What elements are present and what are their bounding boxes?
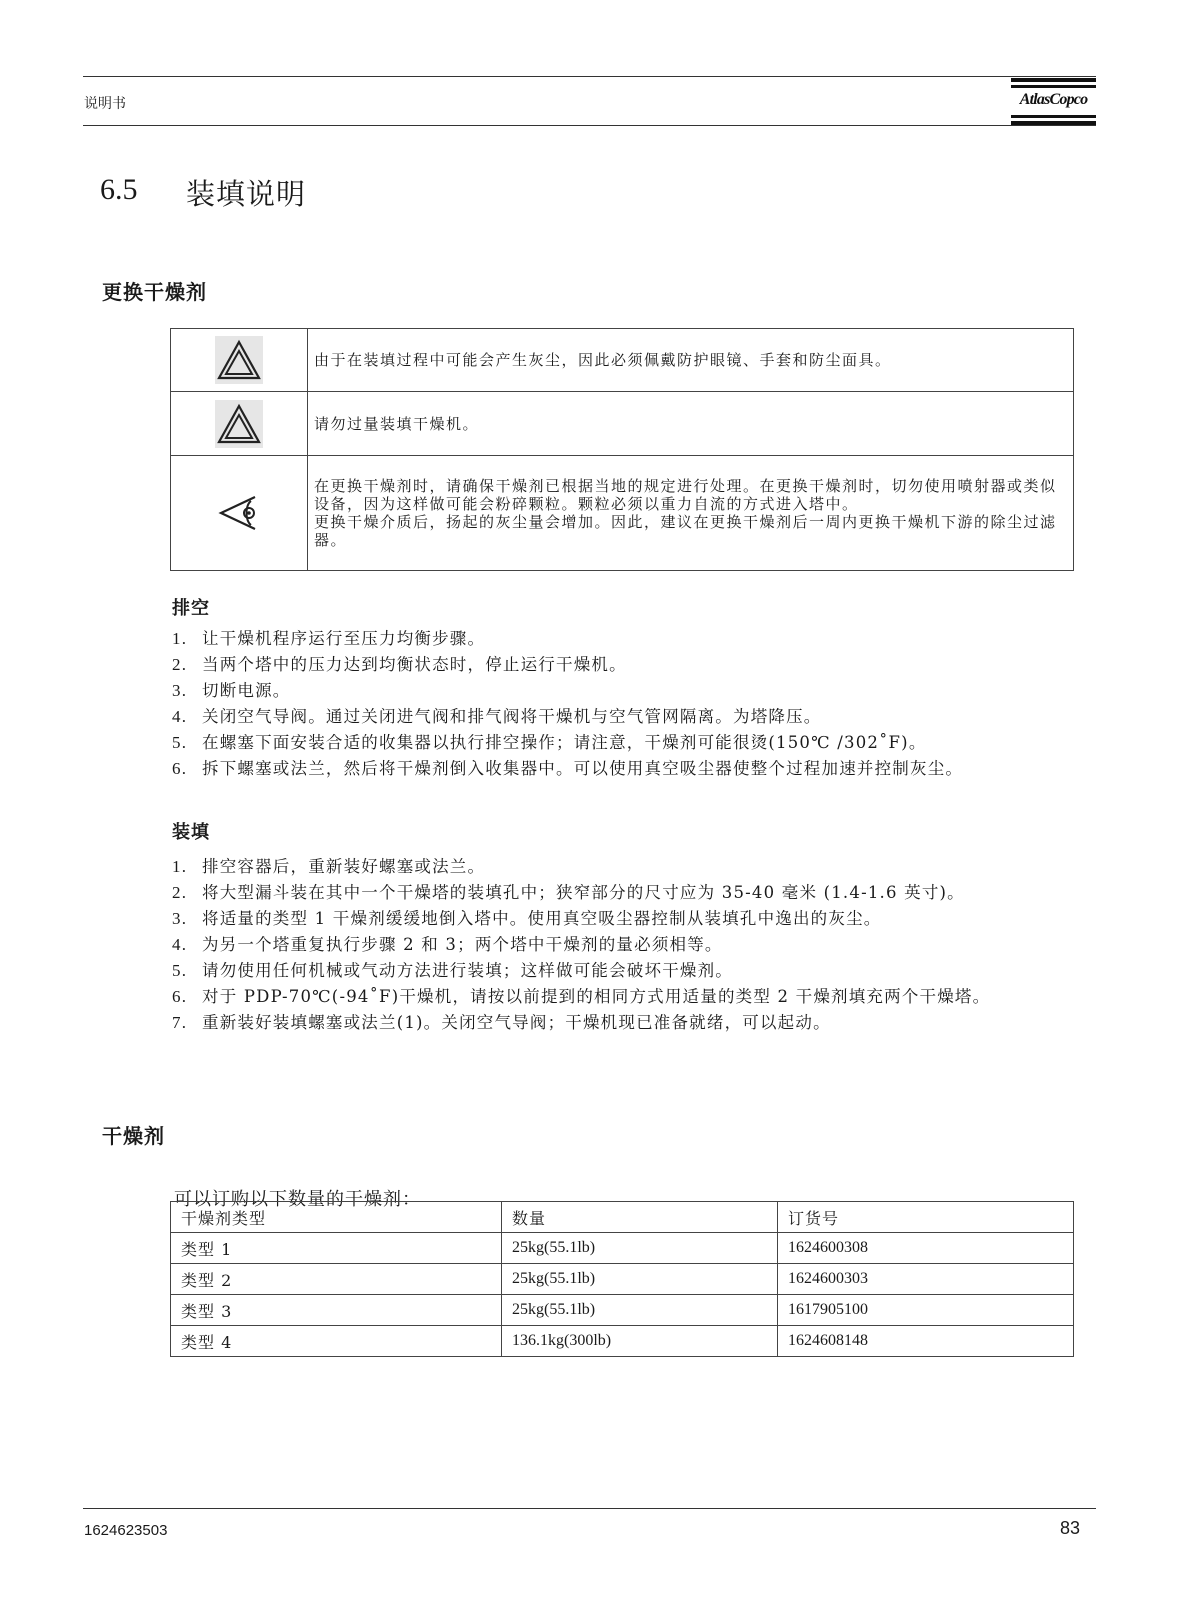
notice-row	[171, 329, 1074, 392]
desiccant-table	[170, 1201, 1074, 1357]
notice-text: 由于在装填过程中可能会产生灰尘，因此必须佩戴防护眼镜、手套和防尘面具。	[308, 329, 1074, 392]
list-item: 3. 切断电源。	[172, 681, 291, 700]
list-item: 5. 请勿使用任何机械或气动方法进行装填；这样做可能会破坏干燥剂。	[172, 961, 733, 980]
atlas-copco-logo	[1011, 78, 1096, 126]
notice-row	[171, 392, 1074, 456]
attention-eye-icon	[215, 489, 263, 537]
header-bottom-rule	[83, 125, 1096, 126]
footer-rule	[83, 1508, 1096, 1509]
safety-notice-table	[170, 328, 1074, 571]
table-row: 类型 3 25kg(55.1lb) 1617905100	[171, 1295, 1074, 1326]
list-item: 5. 在螺塞下面安装合适的收集器以执行排空操作；请注意，干燥剂可能很烫(150℃ /302˚F)。	[172, 733, 927, 752]
table-row: 类型 2 25kg(55.1lb) 1624600303	[171, 1264, 1074, 1295]
page-number: 83	[1060, 1518, 1081, 1538]
warning-triangle-icon	[215, 336, 263, 384]
notice-text: 更换干燥介质后，扬起的灰尘量会增加。因此，建议在更换干燥剂后一周内更换干燥机下游的除尘过滤器。	[314, 513, 1057, 549]
list-item: 1. 排空容器后，重新装好螺塞或法兰。	[172, 857, 486, 876]
document-number: 1624623503	[84, 1522, 168, 1539]
notice-text: 请勿过量装填干燥机。	[308, 392, 1074, 456]
header-top-rule	[83, 76, 1096, 77]
section-title	[100, 172, 307, 211]
section-title-text: 装填说明	[186, 177, 307, 211]
list-item: 1. 让干燥机程序运行至压力均衡步骤。	[172, 629, 486, 648]
list-item: 7. 重新装好装填螺塞或法兰(1)。关闭空气导阀；干燥机现已准备就绪，可以起动。	[172, 1013, 831, 1032]
list-item: 4. 为另一个塔重复执行步骤 2 和 3；两个塔中干燥剂的量必须相等。	[172, 935, 723, 954]
list-item: 2. 当两个塔中的压力达到均衡状态时，停止运行干燥机。	[172, 655, 627, 674]
column-header: 订货号	[778, 1202, 1074, 1233]
list-item: 6. 对于 PDP-70℃(-94˚F)干燥机，请按以前提到的相同方式用适量的类型 2 干燥剂填充两个干燥塔。	[172, 987, 991, 1006]
warning-triangle-icon	[215, 400, 263, 448]
logo-text: AtlasCopco	[1019, 91, 1088, 108]
table-header-row	[171, 1202, 1074, 1233]
list-item: 3. 将适量的类型 1 干燥剂缓缓地倒入塔中。使用真空吸尘器控制从装填孔中逸出的灰尘。	[172, 909, 882, 928]
table-row: 类型 1 25kg(55.1lb) 1624600308	[171, 1233, 1074, 1264]
header-title: 说明书	[84, 96, 126, 112]
list-item: 2. 将大型漏斗装在其中一个干燥塔的装填孔中；狭窄部分的尺寸应为 35-40 毫米 (1.4-1.6 英寸)。	[172, 883, 965, 902]
fill-steps	[172, 854, 1072, 1036]
drain-steps	[172, 626, 1072, 782]
section-number: 6.5	[100, 173, 138, 206]
column-header: 数量	[502, 1202, 778, 1233]
heading-desiccant: 干燥剂	[102, 1124, 165, 1148]
table-row: 类型 4 136.1kg(300lb) 1624608148	[171, 1326, 1074, 1357]
desiccant-lead-text: 可以订购以下数量的干燥剂：	[174, 1189, 421, 1210]
column-header: 干燥剂类型	[171, 1202, 502, 1233]
heading-replace-desiccant: 更换干燥剂	[102, 280, 207, 304]
heading-drain: 排空	[172, 598, 210, 619]
list-item: 4. 关闭空气导阀。通过关闭进气阀和排气阀将干燥机与空气管网隔离。为塔降压。	[172, 707, 822, 726]
notice-text: 在更换干燥剂时，请确保干燥剂已根据当地的规定进行处理。在更换干燥剂时，切勿使用喷射器或类似设备，因为这样做可能会粉碎颗粒。颗粒必须以重力自流的方式进入塔中。	[314, 477, 1057, 513]
heading-fill: 装填	[172, 822, 210, 843]
notice-row	[171, 456, 1074, 571]
list-item: 6. 拆下螺塞或法兰，然后将干燥剂倒入收集器中。可以使用真空吸尘器使整个过程加速并控制灰尘。	[172, 759, 964, 778]
